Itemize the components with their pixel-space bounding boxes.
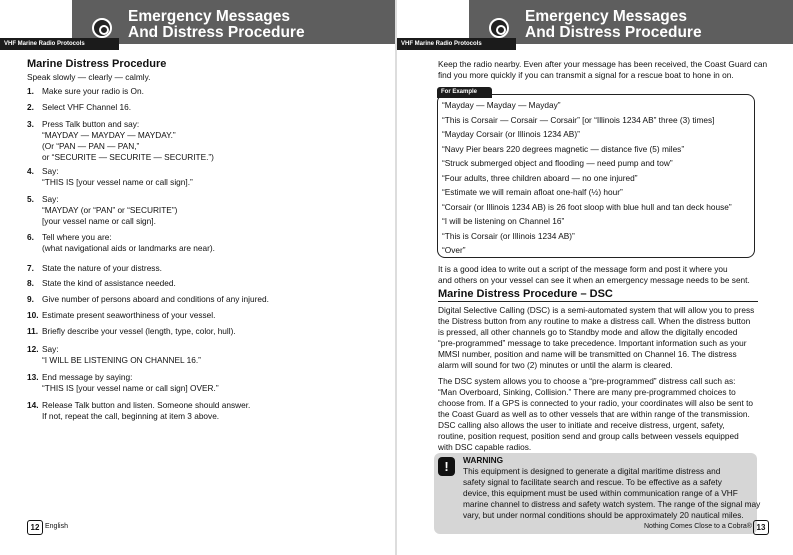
step-line: State the kind of assistance needed. (42, 278, 176, 288)
header-title (525, 9, 702, 41)
step-line: End message by saying: (42, 372, 133, 382)
step-number: 7. (27, 263, 34, 273)
example-line: “Over” (442, 245, 466, 255)
example-line: “I will be listening on Channel 16” (442, 216, 565, 226)
step-line: (what navigational aids or landmarks are near). (42, 243, 215, 253)
step-number: 2. (27, 102, 34, 112)
step-text (42, 194, 382, 227)
dsc-line: “pre-programmed” message to take precedence. Important information such as your (438, 338, 747, 348)
step-line: or “SECURITE — SECURITE — SECURITE.”) (42, 152, 214, 162)
step-number: 12. (27, 344, 39, 354)
step-line: “THIS IS [your vessel name or call sign] OVER.” (42, 383, 219, 393)
step-number: 14. (27, 400, 39, 410)
example-line: “Mayday — Mayday — Mayday” (442, 100, 561, 110)
step-line: Say: (42, 194, 59, 204)
step-line: “MAYDAY — MAYDAY — MAYDAY.” (42, 130, 176, 140)
step-line: Tell where you are: (42, 232, 112, 242)
warning-line: safety signal to facilitate search and rescue. To be effective as a safety (463, 477, 722, 487)
dsc-line: MMSI number, position and name will be transmitted on Channel 16. The distress (438, 349, 737, 359)
step-line: Say: (42, 166, 59, 176)
dsc-line: choose from. If a GPS is connected to your radio, your coordinates will also be sent to (438, 398, 753, 408)
example-line: “Four adults, three children aboard — no one injured” (442, 172, 638, 183)
example-line: “Estimate we will remain afloat one-half (½) hour” (442, 187, 623, 197)
script-line: and others on your vessel can see it when an emergency message needs to be sent. (438, 275, 750, 285)
cobra-logo-icon (489, 18, 509, 38)
dsc-line: is pressed, all other channels go to Standby mode and allow the digitally encoded (438, 327, 738, 337)
footer-text: English (45, 523, 68, 530)
dsc-paragraph-1 (438, 305, 754, 371)
dsc-line: the Distress button from any routine to make a distress call. When the distress button (438, 316, 751, 326)
step-line: “THIS IS [your vessel name or call sign].” (42, 177, 193, 187)
step-line: Make sure your radio is On. (42, 86, 144, 96)
dsc-line: The DSC system allows you to choose a “pre-programmed” distress call such as: (438, 376, 736, 386)
step-text (42, 278, 382, 289)
dsc-line: Digital Selective Calling (DSC) is a semi-automated system that will allow you to press (438, 305, 755, 315)
step-number: 3. (27, 119, 34, 129)
dsc-section-title: Marine Distress Procedure – DSC (438, 288, 613, 300)
dsc-line: alarm will sound for two (2) minutes or until the alarm is cleared. (438, 360, 673, 370)
cobra-logo-icon (92, 18, 112, 38)
step-line: Give number of persons aboard and conditions of any injured. (42, 294, 269, 304)
dsc-line: DSC calling also allows the user to initiate and receive distress, urgent, safety, (438, 420, 725, 430)
example-line: “Corsair (or Illinois 1234 AB) is 26 foot sloop with blue hull and tan deck house” (442, 201, 732, 212)
footer-text: Nothing Comes Close to a Cobra® (644, 523, 752, 530)
warning-line: marine channel to distress and safety watch system. The range of the signal may (463, 499, 761, 509)
intro-paragraph (438, 59, 767, 81)
page-number: 13 (753, 520, 769, 535)
step-number: 11. (27, 326, 39, 336)
step-line: Briefly describe your vessel (length, type, color, hull). (42, 326, 236, 336)
script-paragraph (438, 264, 750, 286)
left-page (0, 0, 396, 555)
example-tab: For Example (437, 87, 492, 98)
step-text (42, 86, 382, 97)
page-number: 12 (27, 520, 43, 535)
step-number: 5. (27, 194, 34, 204)
header-title-line-2: And Distress Procedure (128, 24, 305, 41)
step-text (42, 102, 382, 113)
step-text (42, 166, 382, 188)
intro-text: Speak slowly — clearly — calmly. (27, 72, 151, 82)
header-notch (0, 0, 72, 38)
step-number: 10. (27, 310, 39, 320)
warning-line: device, this equipment must be used within communication range of a VHF (463, 488, 738, 498)
step-line: Press Talk button and say: (42, 119, 140, 129)
warning-line: This equipment is designed to generate a digital maritime distress and (463, 466, 721, 476)
section-tab: VHF Marine Radio Protocols (0, 38, 119, 50)
step-number: 1. (27, 86, 34, 96)
step-number: 9. (27, 294, 34, 304)
step-line: State the nature of your distress. (42, 263, 162, 273)
step-text (42, 232, 382, 254)
header-title (128, 9, 305, 41)
script-line: It is a good idea to write out a script of the message form and post it where you (438, 264, 728, 274)
example-line: “Navy Pier bears 220 degrees magnetic — distance five (5) miles” (442, 143, 685, 154)
step-line: “I WILL BE LISTENING ON CHANNEL 16.” (42, 355, 201, 365)
step-text (42, 400, 382, 422)
header-title-line-1: Emergency Messages (525, 8, 687, 25)
step-text (42, 344, 382, 366)
warning-text (463, 466, 760, 521)
dsc-rule (438, 301, 758, 302)
example-line: “Struck submerged object and flooding — need pump and tow” (442, 158, 673, 168)
step-text (42, 310, 382, 321)
warning-icon: ! (438, 457, 455, 476)
step-text (42, 372, 382, 394)
dsc-line: routine, position request, position send and group calls between vessels equipped (438, 431, 739, 441)
warning-line: vary, but under normal conditions should be approximately 20 nautical miles. (463, 510, 744, 520)
step-text (42, 326, 382, 337)
step-number: 13. (27, 372, 39, 382)
step-number: 6. (27, 232, 34, 242)
step-line: (Or “PAN — PAN — PAN,” (42, 141, 140, 151)
intro-line: find you more quickly if you can transmit a signal for a rescue boat to hone in on. (438, 70, 734, 80)
dsc-paragraph-2 (438, 376, 753, 453)
step-number: 8. (27, 278, 34, 288)
dsc-line: “Man Overboard, Sinking, Collision.” There are many pre-programmed choices to (438, 387, 736, 397)
step-line: [your vessel name or call sign]. (42, 216, 156, 226)
step-line: If not, repeat the call, beginning at item 3 above. (42, 411, 220, 421)
dsc-line: the Coast Guard as well as to other vessels that are within range of the transmission. (438, 409, 750, 419)
step-line: Say: (42, 344, 59, 354)
section-title: Marine Distress Procedure (27, 58, 167, 70)
step-line: Estimate present seaworthiness of your vessel. (42, 310, 216, 320)
step-line: Release Talk button and listen. Someone should answer. (42, 400, 251, 410)
step-number: 4. (27, 166, 34, 176)
step-line: Select VHF Channel 16. (42, 102, 132, 112)
example-line: “This is Corsair — Corsair — Corsair” [or “Illinois 1234 AB” three (3) times] (442, 114, 715, 125)
step-text (42, 119, 382, 163)
header-notch (397, 0, 469, 38)
header-title-line-2: And Distress Procedure (525, 24, 702, 41)
intro-line: Keep the radio nearby. Even after your message has been received, the Coast Guard can (438, 59, 768, 69)
step-text (42, 263, 382, 274)
step-line: “MAYDAY (or “PAN” or “SECURITE”) (42, 205, 178, 215)
dsc-line: with DSC capable radios. (438, 442, 532, 452)
warning-title: WARNING (463, 455, 504, 465)
header-title-line-1: Emergency Messages (128, 8, 290, 25)
section-tab: VHF Marine Radio Protocols (397, 38, 516, 50)
example-line: “This is Corsair (or Illinois 1234 AB)” (442, 230, 575, 241)
example-line: “Mayday Corsair (or Illinois 1234 AB)” (442, 129, 580, 139)
step-text (42, 294, 382, 305)
